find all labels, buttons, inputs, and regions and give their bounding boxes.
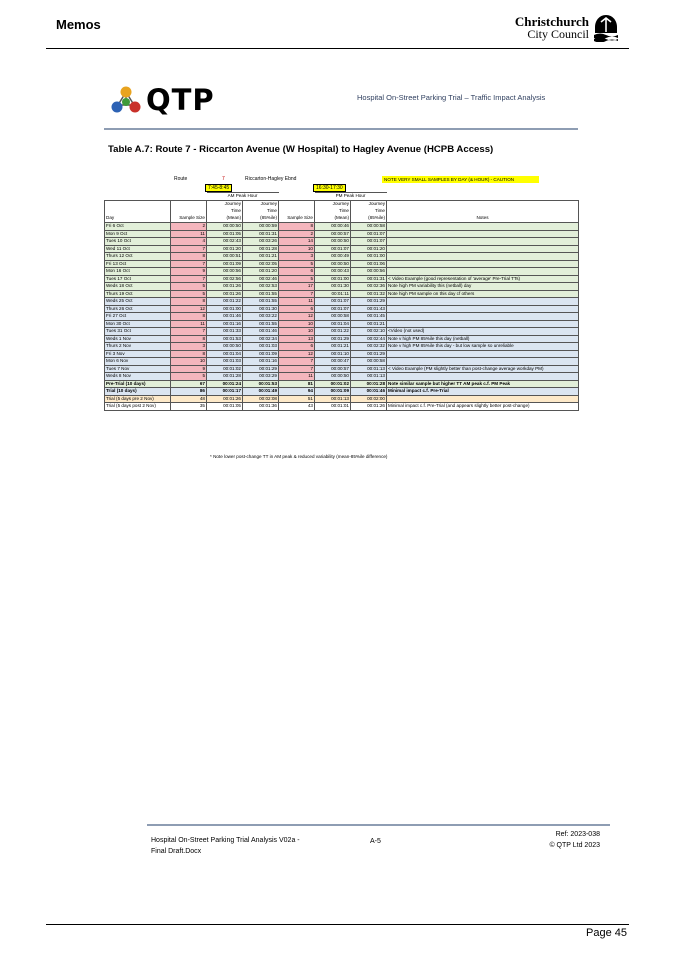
- footer-ref: Ref: 2023-038: [555, 831, 600, 838]
- cell-am-sample: 7: [171, 328, 207, 336]
- cell-day: Fri 27 Oct: [105, 313, 171, 321]
- cell-day: Wed 11 Oct: [105, 245, 171, 253]
- cell-am-mean: 00:01:22: [207, 298, 243, 306]
- cell-day: Pre-Trial (10 days): [105, 380, 171, 388]
- memo-title: Memos: [56, 17, 101, 32]
- col-pm-mean-header: (Mean): [315, 215, 351, 223]
- cell-am-mean: 00:00:56: [207, 268, 243, 276]
- cell-pm-85: 00:01:32: [351, 290, 387, 298]
- cell-note: [387, 358, 579, 366]
- cell-am-sample: 7: [171, 275, 207, 283]
- table-row: [105, 275, 579, 283]
- cell-note: [387, 223, 579, 231]
- cell-am-sample: 5: [171, 283, 207, 291]
- cell-pm-85: 00:00:58: [351, 358, 387, 366]
- table-row: [105, 373, 579, 381]
- cell-am-sample: 5: [171, 290, 207, 298]
- cell-pm-sample: 6: [279, 343, 315, 351]
- cell-am-sample: 8: [171, 298, 207, 306]
- table-row: [105, 403, 579, 411]
- cell-pm-85: 00:01:06: [351, 260, 387, 268]
- cell-pm-sample: 7: [279, 365, 315, 373]
- cell-am-sample: 4: [171, 238, 207, 246]
- cell-am-85: 00:03:26: [243, 238, 279, 246]
- cell-note: [387, 260, 579, 268]
- cell-pm-85: 00:02:00: [351, 395, 387, 403]
- table-row: [105, 335, 579, 343]
- report-title: Hospital On-Street Parking Trial – Traffic Impact Analysis: [357, 93, 546, 102]
- cell-am-85: 00:02:34: [243, 335, 279, 343]
- cell-note: < Video Example (PM slightly better than post-change average workday PM): [387, 365, 579, 373]
- cell-am-sample: 2: [171, 223, 207, 231]
- table-row: [105, 365, 579, 373]
- cell-am-mean: 00:01:53: [207, 335, 243, 343]
- cell-pm-sample: 11: [279, 298, 315, 306]
- col-pm-85-header: (85%ile): [351, 215, 387, 223]
- cell-day: Fri 13 Oct: [105, 260, 171, 268]
- cell-am-mean: 00:01:09: [207, 260, 243, 268]
- cell-am-sample: 7: [171, 260, 207, 268]
- cell-pm-85: 00:01:28: [351, 380, 387, 388]
- cell-pm-sample: 3: [279, 253, 315, 261]
- cell-pm-sample: 7: [279, 358, 315, 366]
- cell-am-85: 00:03:22: [243, 313, 279, 321]
- cell-pm-sample: 10: [279, 245, 315, 253]
- cell-pm-sample: 14: [279, 238, 315, 246]
- table-row: [105, 268, 579, 276]
- cell-pm-mean: 00:00:46: [315, 223, 351, 231]
- table-row: [105, 298, 579, 306]
- cell-am-sample: 11: [171, 230, 207, 238]
- cell-pm-sample: 12: [279, 313, 315, 321]
- cell-note: [387, 313, 579, 321]
- cell-pm-mean: 00:01:04: [315, 320, 351, 328]
- cell-pm-85: 00:01:20: [351, 245, 387, 253]
- cell-pm-85: 00:01:07: [351, 238, 387, 246]
- cell-am-85: 00:02:08: [243, 395, 279, 403]
- cell-pm-mean: 00:00:50: [315, 373, 351, 381]
- cell-day: Tues 31 Oct: [105, 328, 171, 336]
- cell-am-mean: 00:01:26: [207, 290, 243, 298]
- cell-note: <Video (not used): [387, 328, 579, 336]
- report-header-rule: [104, 128, 578, 130]
- cell-am-85: 00:01:55: [243, 290, 279, 298]
- col-day-header: Day: [105, 215, 171, 223]
- cell-note: [387, 350, 579, 358]
- cell-pm-mean: 00:01:10: [315, 350, 351, 358]
- route-name: Riccarton-Hagley Ebnd: [245, 176, 297, 182]
- cell-am-sample: 9: [171, 268, 207, 276]
- cell-am-85: 00:01:31: [243, 230, 279, 238]
- cell-pm-sample: 10: [279, 328, 315, 336]
- cell-pm-mean: 00:00:50: [315, 260, 351, 268]
- cell-am-sample: 8: [171, 350, 207, 358]
- cell-am-sample: 8: [171, 313, 207, 321]
- cell-day: Trial (10 days): [105, 388, 171, 396]
- cell-note: < Video Example (good representation of 'average' Pre-Trial TTs): [387, 275, 579, 283]
- cell-am-mean: 00:01:26: [207, 283, 243, 291]
- cell-am-mean: 00:01:33: [207, 328, 243, 336]
- cell-note: [387, 373, 579, 381]
- cell-day: Trial (5 days pre 2 Nov): [105, 395, 171, 403]
- cell-day: Weds 25 Oct: [105, 298, 171, 306]
- cell-note: Note similar sample but higher TT AM peak c.f. PM Peak: [387, 380, 579, 388]
- cell-pm-85: 00:01:46: [351, 388, 387, 396]
- col-am-85-header: (85%ile): [243, 215, 279, 223]
- cell-am-85: 00:01:55: [243, 320, 279, 328]
- cell-am-85: 00:01:03: [243, 343, 279, 351]
- cell-am-mean: 00:01:04: [207, 350, 243, 358]
- cell-note: Note v high PM 85%ile this day - but low sample so unreliable: [387, 343, 579, 351]
- cell-am-mean: 00:01:28: [207, 373, 243, 381]
- cell-day: Tues 10 Oct: [105, 238, 171, 246]
- cell-note: Minimal impact c.f. Pre-Trial: [387, 388, 579, 396]
- cell-pm-mean: 00:00:50: [315, 238, 351, 246]
- cell-am-85: 00:01:30: [243, 305, 279, 313]
- footer-ref-block: [549, 829, 600, 851]
- cell-am-mean: 00:00:51: [207, 253, 243, 261]
- cell-pm-85: 00:01:45: [351, 313, 387, 321]
- council-name-line2: City Council: [527, 27, 589, 41]
- cell-am-mean: 00:01:05: [207, 403, 243, 411]
- qtp-molecule-icon: [110, 85, 142, 115]
- cell-pm-85: 00:01:13: [351, 365, 387, 373]
- cell-pm-85: 00:01:29: [351, 298, 387, 306]
- cell-note: [387, 245, 579, 253]
- cell-pm-85: 00:01:21: [351, 320, 387, 328]
- cell-am-sample: 3: [171, 343, 207, 351]
- cell-pm-85: 00:01:07: [351, 230, 387, 238]
- cell-am-mean: 00:01:00: [207, 305, 243, 313]
- col-notes-header: Notes: [387, 215, 579, 223]
- cell-am-sample: 7: [171, 245, 207, 253]
- cell-am-sample: 10: [171, 358, 207, 366]
- cell-am-85: 00:01:21: [243, 253, 279, 261]
- cell-pm-sample: 17: [279, 283, 315, 291]
- cell-pm-sample: 13: [279, 335, 315, 343]
- table-row: [105, 358, 579, 366]
- cell-am-85: 00:02:46: [243, 275, 279, 283]
- cell-pm-sample: 7: [279, 290, 315, 298]
- table-row: [105, 245, 579, 253]
- cell-am-mean: 00:01:26: [207, 395, 243, 403]
- table-row: [105, 305, 579, 313]
- council-name-line1: Christchurch: [514, 14, 589, 29]
- cell-am-mean: 00:01:16: [207, 320, 243, 328]
- table-row: [105, 395, 579, 403]
- table-row: [105, 223, 579, 231]
- cell-pm-mean: 00:01:30: [315, 283, 351, 291]
- cell-note: [387, 298, 579, 306]
- cell-pm-mean: 00:00:49: [315, 253, 351, 261]
- cell-am-mean: 00:01:20: [207, 245, 243, 253]
- cell-am-mean: 00:00:50: [207, 343, 243, 351]
- cell-pm-mean: 00:01:29: [315, 335, 351, 343]
- cell-pm-85: 00:01:31: [351, 275, 387, 283]
- page-number: Page 45: [586, 927, 627, 939]
- table-row: [105, 320, 579, 328]
- cell-am-mean: 00:01:03: [207, 358, 243, 366]
- cell-note: [387, 268, 579, 276]
- cell-am-85: 00:01:49: [243, 388, 279, 396]
- cell-pm-sample: 2: [279, 230, 315, 238]
- cell-pm-mean: 00:01:00: [315, 275, 351, 283]
- cell-note: Minimal impact c.f. Pre-Trial (and appears slightly better post-change): [387, 403, 579, 411]
- cell-pm-sample: 43: [279, 403, 315, 411]
- cell-note: [387, 305, 579, 313]
- footer-page-ref: A-5: [370, 838, 381, 845]
- cell-pm-sample: 10: [279, 320, 315, 328]
- cell-note: [387, 238, 579, 246]
- col-time-label: Time: [351, 208, 387, 216]
- footer-doc-line2: Final Draft.Docx: [151, 848, 202, 855]
- cell-day: Mon 16 Oct: [105, 268, 171, 276]
- table-footnote: * Note lower post-change TT in AM peak & reduced variability (mean-85%ile difference): [210, 454, 388, 459]
- cell-day: Weds 1 Nov: [105, 335, 171, 343]
- cell-am-85: 00:01:28: [243, 245, 279, 253]
- cell-pm-sample: 11: [279, 373, 315, 381]
- cell-pm-85: 00:02:36: [351, 283, 387, 291]
- cell-pm-mean: 00:00:47: [315, 358, 351, 366]
- cell-pm-mean: 00:00:57: [315, 230, 351, 238]
- cell-am-85: 00:01:29: [243, 365, 279, 373]
- cell-pm-mean: 00:00:57: [315, 365, 351, 373]
- cell-day: Thurs 19 Oct: [105, 290, 171, 298]
- cell-pm-85: 00:01:13: [351, 373, 387, 381]
- footer-rule: [147, 824, 610, 826]
- col-time-label: Time: [315, 208, 351, 216]
- cell-am-sample: 35: [171, 403, 207, 411]
- cell-am-85: 00:01:55: [243, 298, 279, 306]
- cell-am-sample: 67: [171, 380, 207, 388]
- cell-pm-mean: 00:00:43: [315, 268, 351, 276]
- col-am-sample-header: Sample Size: [171, 215, 207, 223]
- cell-am-85: 00:01:20: [243, 268, 279, 276]
- am-time-tag: 7:45-8:45: [205, 184, 232, 192]
- cell-day: Fri 3 Nov: [105, 350, 171, 358]
- cell-day: Mon 9 Oct: [105, 230, 171, 238]
- cell-day: Fri 6 Oct: [105, 223, 171, 231]
- table-row: [105, 290, 579, 298]
- cell-am-sample: 5: [171, 373, 207, 381]
- cell-pm-sample: 5: [279, 275, 315, 283]
- col-journey-label: Journey: [351, 200, 387, 208]
- cell-pm-sample: 81: [279, 380, 315, 388]
- cell-pm-85: 00:02:10: [351, 328, 387, 336]
- cell-pm-sample: 12: [279, 350, 315, 358]
- cell-day: Tues 7 Nov: [105, 365, 171, 373]
- cell-day: Tues 17 Oct: [105, 275, 171, 283]
- cell-note: Note high PM sample on this day cf others: [387, 290, 579, 298]
- cell-am-85: 00:01:53: [243, 380, 279, 388]
- cell-pm-sample: 5: [279, 260, 315, 268]
- cell-am-85: 00:02:53: [243, 283, 279, 291]
- cell-am-85: 00:01:46: [243, 328, 279, 336]
- route-label: Route: [174, 176, 188, 182]
- cell-pm-mean: 00:00:58: [315, 313, 351, 321]
- table-row: [105, 283, 579, 291]
- col-journey-label: Journey: [243, 200, 279, 208]
- cell-am-mean: 00:01:24: [207, 380, 243, 388]
- cell-pm-sample: 8: [279, 223, 315, 231]
- table-row: [105, 253, 579, 261]
- cell-am-sample: 11: [171, 320, 207, 328]
- cell-note: Note v high PM 85%ile this day (netball): [387, 335, 579, 343]
- cell-am-85: 00:03:29: [243, 373, 279, 381]
- table-row: [105, 388, 579, 396]
- cell-am-mean: 00:01:02: [207, 365, 243, 373]
- cell-note: [387, 253, 579, 261]
- cell-pm-85: 00:02:32: [351, 343, 387, 351]
- cell-am-85: 00:00:59: [243, 223, 279, 231]
- page-footer-rule: [46, 924, 629, 925]
- cell-pm-85: 00:02:44: [351, 335, 387, 343]
- cell-pm-85: 00:00:58: [351, 223, 387, 231]
- cell-pm-sample: 6: [279, 268, 315, 276]
- col-journey-label: Journey: [315, 200, 351, 208]
- route-number: 7: [222, 176, 225, 182]
- table-row: [105, 328, 579, 336]
- cell-pm-mean: 00:01:01: [315, 403, 351, 411]
- col-pm-sample-header: Sample Size: [279, 215, 315, 223]
- am-peak-header: AM Peak Hour: [207, 193, 279, 201]
- col-time-label: Time: [207, 208, 243, 216]
- col-time-label: Time: [243, 208, 279, 216]
- cell-am-85: 00:01:09: [243, 350, 279, 358]
- cell-day: Mon 6 Nov: [105, 358, 171, 366]
- council-logo: [515, 14, 619, 42]
- cell-pm-mean: 00:01:13: [315, 395, 351, 403]
- cell-day: Mon 30 Oct: [105, 320, 171, 328]
- cell-day: Thurs 12 Oct: [105, 253, 171, 261]
- cell-day: Weds 8 Nov: [105, 373, 171, 381]
- header-divider: [46, 48, 629, 49]
- cell-pm-85: 00:01:26: [351, 403, 387, 411]
- cell-pm-mean: 00:01:07: [315, 298, 351, 306]
- cell-am-mean: 00:02:56: [207, 275, 243, 283]
- cell-pm-85: 00:00:56: [351, 268, 387, 276]
- cell-pm-mean: 00:01:07: [315, 245, 351, 253]
- cell-pm-mean: 00:01:22: [315, 328, 351, 336]
- cell-pm-mean: 00:01:21: [315, 343, 351, 351]
- cell-note: [387, 320, 579, 328]
- cell-pm-mean: 00:01:07: [315, 305, 351, 313]
- cell-am-mean: 00:00:50: [207, 223, 243, 231]
- cell-am-sample: 86: [171, 388, 207, 396]
- cell-pm-85: 00:01:43: [351, 305, 387, 313]
- cell-pm-85: 00:01:00: [351, 253, 387, 261]
- cell-pm-85: 00:01:29: [351, 350, 387, 358]
- table-heading: Table A.7: Route 7 - Riccarton Avenue (W Hospital) to Hagley Avenue (HCPB Access): [108, 144, 494, 155]
- cell-am-85: 00:02:05: [243, 260, 279, 268]
- table-row: [105, 230, 579, 238]
- qtp-wordmark: QTP: [146, 83, 215, 117]
- cell-am-sample: 8: [171, 253, 207, 261]
- cell-am-mean: 00:01:05: [207, 230, 243, 238]
- cell-note: [387, 395, 579, 403]
- cell-pm-sample: 94: [279, 388, 315, 396]
- col-am-mean-header: (Mean): [207, 215, 243, 223]
- cell-pm-mean: 00:01:11: [315, 290, 351, 298]
- cell-day: Thurs 26 Oct: [105, 305, 171, 313]
- table-row: [105, 260, 579, 268]
- qtp-logo: [110, 83, 215, 117]
- cell-am-mean: 00:02:43: [207, 238, 243, 246]
- cell-am-mean: 00:01:17: [207, 388, 243, 396]
- council-emblem-icon: [593, 14, 619, 42]
- cell-note: [387, 230, 579, 238]
- cell-day: Thurs 2 Nov: [105, 343, 171, 351]
- footer-doc-name: [151, 835, 300, 857]
- cell-day: Trial (5 days post 2 Nov): [105, 403, 171, 411]
- pm-peak-header: PM Peak Hour: [315, 193, 387, 201]
- table-row: [105, 313, 579, 321]
- table-row: [105, 238, 579, 246]
- table-row: [105, 350, 579, 358]
- cell-pm-sample: 51: [279, 395, 315, 403]
- table-row: [105, 343, 579, 351]
- footer-copyright: © QTP Ltd 2023: [549, 842, 600, 849]
- pm-time-tag: 16:30-17:30: [313, 184, 346, 192]
- cell-am-sample: 9: [171, 365, 207, 373]
- col-journey-label: Journey: [207, 200, 243, 208]
- cell-am-85: 00:01:36: [243, 403, 279, 411]
- cell-pm-mean: 00:01:02: [315, 380, 351, 388]
- cell-day: Weds 18 Oct: [105, 283, 171, 291]
- cell-am-sample: 48: [171, 395, 207, 403]
- footer-doc-line1: Hospital On-Street Parking Trial Analysis V02a -: [151, 837, 300, 844]
- cell-note: Note high PM variability this (netball) day: [387, 283, 579, 291]
- cell-am-85: 00:01:16: [243, 358, 279, 366]
- cell-pm-mean: 00:01:09: [315, 388, 351, 396]
- journey-time-table: [104, 192, 579, 411]
- cell-pm-sample: 6: [279, 305, 315, 313]
- cell-am-sample: 8: [171, 335, 207, 343]
- cell-am-sample: 12: [171, 305, 207, 313]
- cell-am-mean: 00:01:46: [207, 313, 243, 321]
- table-row: [105, 380, 579, 388]
- caution-note: NOTE VERY SMALL SAMPLES BY DAY (& HOUR) - CAUTION: [382, 176, 539, 183]
